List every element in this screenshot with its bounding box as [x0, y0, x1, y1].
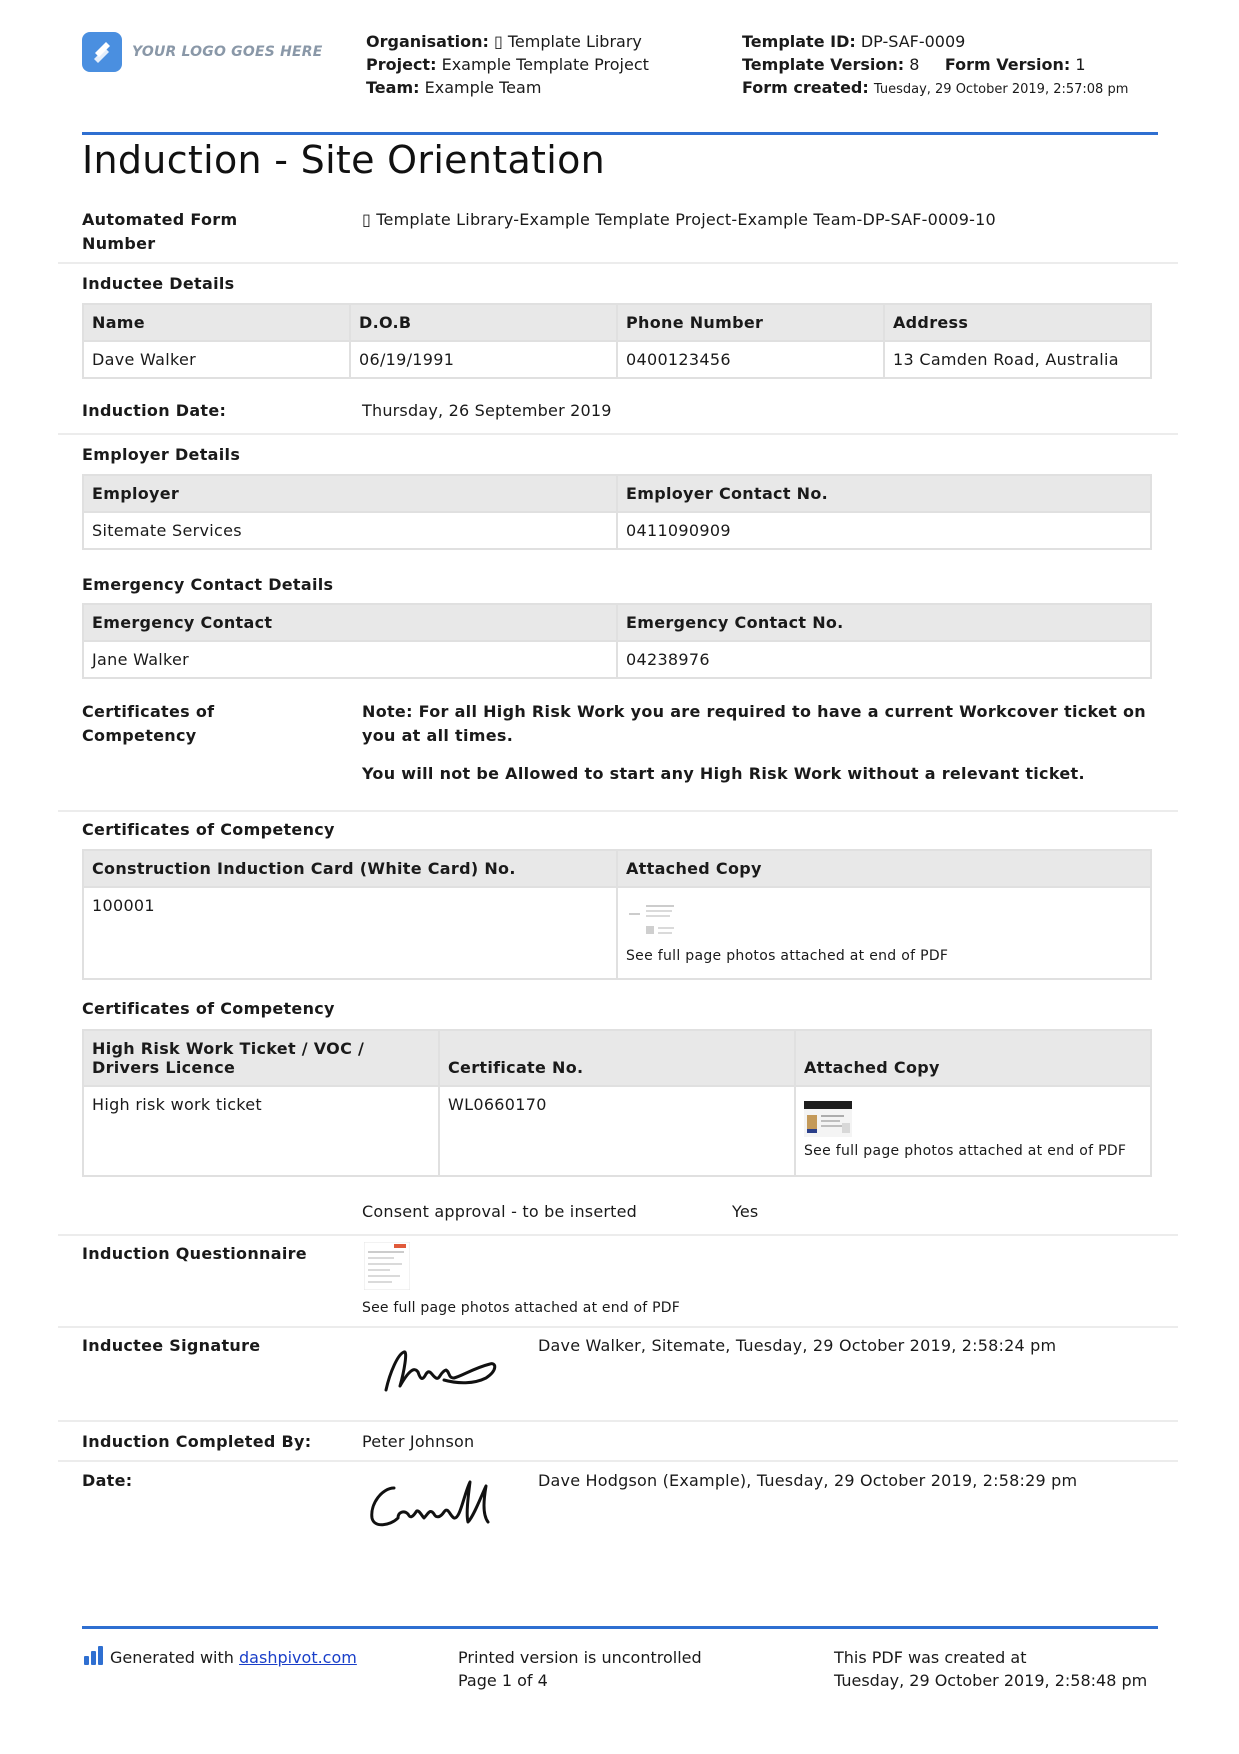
divider [58, 1460, 1178, 1462]
induction-date-value: Thursday, 26 September 2019 [362, 401, 612, 420]
high-risk-warning: You will not be Allowed to start any High Risk Work without a relevant ticket. [362, 764, 1085, 783]
white-card-table [82, 849, 1152, 980]
footer-print-info [458, 1646, 702, 1692]
white-card-number-cell: 100001 [83, 887, 617, 979]
inductee-address-cell: 13 Camden Road, Australia [884, 341, 1151, 378]
footer-generated [84, 1646, 357, 1669]
template-id-label: Template ID: [742, 32, 856, 51]
column-header: Attached Copy [617, 850, 1151, 887]
dashpivot-link[interactable]: dashpivot.com [239, 1648, 357, 1667]
automated-form-number-value: ▯ Template Library-Example Template Project-Example Team-DP-SAF-0009-10 [362, 210, 996, 229]
column-header: D.O.B [350, 304, 617, 341]
inductee-phone-cell: 0400123456 [617, 341, 884, 378]
project-label: Project: [366, 55, 437, 74]
header-divider [82, 132, 1158, 135]
divider [58, 1234, 1178, 1236]
logo-text: YOUR LOGO GOES HERE [132, 44, 323, 60]
header-template-block [742, 30, 1142, 101]
team-label: Team: [366, 78, 420, 97]
date-label: Date: [82, 1471, 133, 1490]
divider [58, 1326, 1178, 1328]
column-header: Name [83, 304, 350, 341]
column-header: Attached Copy [795, 1030, 1151, 1086]
column-header: Certificate No. [439, 1030, 795, 1086]
employer-cell: Sitemate Services [83, 512, 617, 549]
generated-prefix: Generated with [110, 1648, 234, 1667]
completed-by-label: Induction Completed By: [82, 1432, 312, 1451]
emergency-contact-no-cell: 04238976 [617, 641, 1151, 678]
photo-note: See full page photos attached at end of PDF [362, 1300, 680, 1316]
employer-contact-cell: 0411090909 [617, 512, 1151, 549]
inductee-dob-cell: 06/19/1991 [350, 341, 617, 378]
pdf-created-value: Tuesday, 29 October 2019, 2:58:48 pm [834, 1671, 1148, 1690]
footer-divider [82, 1626, 1158, 1629]
white-card-heading: Certificates of Competency [82, 820, 335, 839]
form-version-value: 1 [1075, 55, 1086, 74]
dashpivot-bars-icon [84, 1646, 103, 1665]
high-risk-table [82, 1029, 1152, 1177]
consent-value: Yes [732, 1202, 759, 1221]
project-value: Example Template Project [441, 55, 649, 74]
header-org-block [366, 30, 649, 99]
inductee-signature-image [378, 1342, 504, 1398]
questionnaire-thumbnail[interactable] [364, 1242, 410, 1290]
column-header: Employer [83, 475, 617, 512]
white-card-attachment-cell [617, 887, 1151, 979]
emergency-contact-heading: Emergency Contact Details [82, 575, 334, 594]
form-created-label: Form created: [742, 78, 869, 97]
automated-form-number-label: Automated Form Number [82, 210, 238, 253]
induction-date-label: Induction Date: [82, 401, 227, 420]
completed-by-signature-image [364, 1474, 500, 1534]
emergency-contact-table [82, 603, 1152, 679]
emergency-contact-cell: Jane Walker [83, 641, 617, 678]
column-header: Employer Contact No. [617, 475, 1151, 512]
certificates-note-label: Certificates of Competency [82, 702, 215, 745]
organisation-label: Organisation: [366, 32, 489, 51]
column-header: Emergency Contact [83, 604, 617, 641]
photo-note: See full page photos attached at end of PDF [804, 1143, 1127, 1159]
date-signature-details: Dave Hodgson (Example), Tuesday, 29 October 2019, 2:58:29 pm [538, 1471, 1078, 1490]
divider [58, 433, 1178, 435]
attachment-thumbnail[interactable] [626, 900, 676, 944]
page-number: Page 1 of 4 [458, 1671, 548, 1690]
consent-label: Consent approval - to be inserted [362, 1202, 638, 1221]
high-risk-ticket-cell: High risk work ticket [83, 1086, 439, 1176]
page-title: Induction - Site Orientation [82, 138, 606, 182]
attachment-thumbnail[interactable] [804, 1099, 852, 1139]
pdf-created-label: This PDF was created at [834, 1648, 1027, 1667]
divider [58, 810, 1178, 812]
template-version-value: 8 [909, 55, 920, 74]
logo-icon [82, 32, 122, 72]
high-risk-heading: Certificates of Competency [82, 999, 335, 1018]
inductee-signature-label: Inductee Signature [82, 1336, 261, 1355]
column-header: Construction Induction Card (White Card) No. [83, 850, 617, 887]
inductee-signature-details: Dave Walker, Sitemate, Tuesday, 29 October 2019, 2:58:24 pm [538, 1336, 1057, 1355]
form-version-label: Form Version: [944, 55, 1071, 74]
team-value: Example Team [424, 78, 542, 97]
high-risk-attachment-cell [795, 1086, 1151, 1176]
divider [58, 262, 1178, 264]
inductee-details-heading: Inductee Details [82, 274, 235, 293]
column-header: High Risk Work Ticket / VOC / Drivers Licence [83, 1030, 439, 1086]
inductee-name-cell: Dave Walker [83, 341, 350, 378]
company-logo [82, 32, 323, 72]
employer-details-heading: Employer Details [82, 445, 241, 464]
uncontrolled-note: Printed version is uncontrolled [458, 1648, 702, 1667]
organisation-value: ▯ Template Library [493, 32, 642, 51]
photo-note: See full page photos attached at end of PDF [626, 948, 949, 964]
form-created-value: Tuesday, 29 October 2019, 2:57:08 pm [873, 82, 1129, 97]
high-risk-note: Note: For all High Risk Work you are required to have a current Workcover ticket on you at all times. [362, 702, 1146, 745]
questionnaire-label: Induction Questionnaire [82, 1244, 307, 1263]
footer-created [834, 1646, 1154, 1692]
template-version-label: Template Version: [742, 55, 905, 74]
column-header: Phone Number [617, 304, 884, 341]
column-header: Emergency Contact No. [617, 604, 1151, 641]
employer-details-table [82, 474, 1152, 550]
certificate-number-cell: WL0660170 [439, 1086, 795, 1176]
template-id-value: DP-SAF-0009 [860, 32, 966, 51]
completed-by-value: Peter Johnson [362, 1432, 475, 1451]
column-header: Address [884, 304, 1151, 341]
inductee-details-table [82, 303, 1152, 379]
divider [58, 1420, 1178, 1422]
